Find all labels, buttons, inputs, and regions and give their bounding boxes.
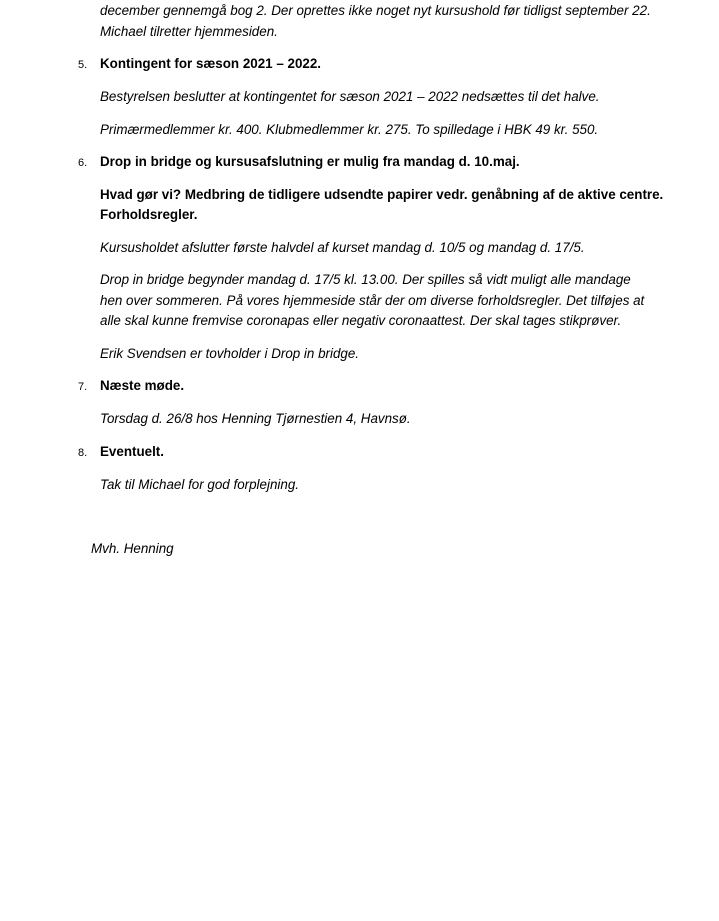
item-5-heading: Kontingent for sæson 2021 – 2022. bbox=[100, 56, 322, 71]
item-7-number: 7. bbox=[78, 381, 88, 393]
item-8-heading: Eventuelt. bbox=[100, 444, 164, 459]
item-5-paragraph-1: Bestyrelsen beslutter at kontingentet for sæson 2021 – 2022 nedsættes til det halve. bbox=[100, 89, 600, 104]
item-8-number: 8. bbox=[78, 447, 88, 459]
item-6-paragraph-2-line-3: alle skal kunne fremvise coronapas eller negativ coronaattest. Der skal tages stikprøver. bbox=[100, 313, 622, 328]
item-6-heading: Drop in bridge og kursusafslutning er mulig fra mandag d. 10.maj. bbox=[100, 154, 520, 169]
continuation-line-2: Michael tilretter hjemmesiden. bbox=[100, 24, 278, 39]
continuation-line-1: december gennemgå bog 2. Der oprettes ikke noget nyt kursushold før tidligst september 22. bbox=[100, 3, 651, 18]
item-5-number: 5. bbox=[78, 59, 88, 71]
item-6-paragraph-2-line-1: Drop in bridge begynder mandag d. 17/5 kl. 13.00. Der spilles så vidt muligt alle mandage bbox=[100, 272, 631, 287]
item-6-paragraph-3: Erik Svendsen er tovholder i Drop in bridge. bbox=[100, 346, 360, 361]
item-8-paragraph: Tak til Michael for god forplejning. bbox=[100, 477, 299, 492]
item-7-paragraph: Torsdag d. 26/8 hos Henning Tjørnestien 4, Havnsø. bbox=[100, 411, 411, 426]
item-6-bold-line-1: Hvad gør vi? Medbring de tidligere udsendte papirer vedr. genåbning af de aktive centre. bbox=[100, 187, 664, 202]
item-5-paragraph-2: Primærmedlemmer kr. 400. Klubmedlemmer kr. 275. To spilledage i HBK 49 kr. 550. bbox=[100, 122, 599, 137]
item-6-number: 6. bbox=[78, 157, 88, 169]
item-6-bold-line-2: Forholdsregler. bbox=[100, 207, 198, 222]
item-6-paragraph-1: Kursusholdet afslutter første halvdel af kurset mandag d. 10/5 og mandag d. 17/5. bbox=[100, 240, 585, 255]
item-7-heading: Næste møde. bbox=[100, 378, 185, 393]
signature: Mvh. Henning bbox=[91, 541, 174, 556]
item-6-paragraph-2-line-2: hen over sommeren. På vores hjemmeside står der om diverse forholdsregler. Det tilføjes at bbox=[100, 293, 645, 308]
